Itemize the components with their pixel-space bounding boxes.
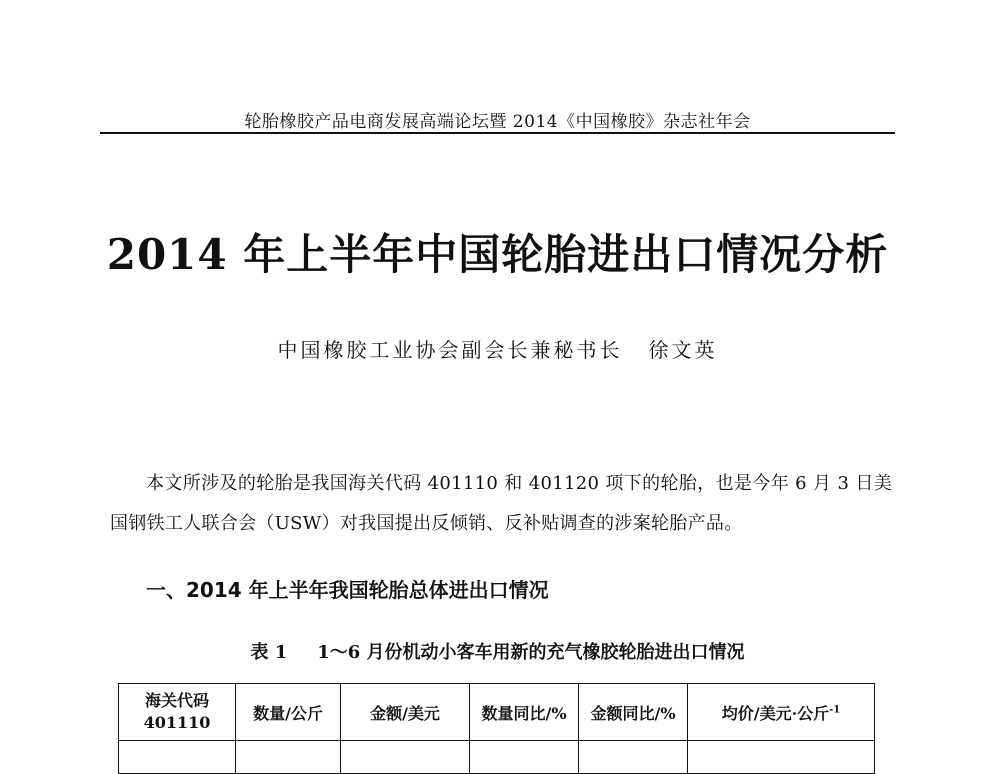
table-cell — [579, 741, 688, 774]
document-title: 2014 年上半年中国轮胎进出口情况分析 — [106, 230, 889, 279]
header-unit-price-exponent: -1 — [829, 704, 841, 716]
author-line — [100, 334, 895, 363]
table-caption-text: 1～6 月份机动小客车用新的充气橡胶轮胎进出口情况 — [317, 642, 745, 663]
import-export-table — [118, 683, 875, 774]
author-name: 徐文英 — [648, 338, 718, 362]
table-caption-number: 表 1 — [250, 642, 288, 663]
header-customs-code — [119, 684, 236, 741]
header-quantity-yoy: 数量同比/% — [470, 684, 579, 741]
table-row — [119, 741, 875, 774]
table-cell — [688, 741, 875, 774]
running-header: 轮胎橡胶产品电商发展高端论坛暨 2014《中国橡胶》杂志社年会 — [244, 112, 751, 132]
section-heading: 一、2014 年上半年我国轮胎总体进出口情况 — [146, 578, 549, 602]
table-cell — [470, 741, 579, 774]
header-unit-price — [688, 684, 875, 741]
table-cell — [236, 741, 341, 774]
header-amount: 金额/美元 — [341, 684, 470, 741]
header-customs-code-value: 401110 — [143, 713, 211, 732]
header-unit-price-label: 均价/美元·公斤 — [721, 703, 830, 723]
table-cell — [119, 741, 236, 774]
table-cell — [341, 741, 470, 774]
header-rule — [100, 132, 895, 134]
table-header-row — [119, 684, 875, 741]
header-quantity: 数量/公斤 — [236, 684, 341, 741]
table-caption — [100, 638, 895, 664]
header-customs-code-label: 海关代码 — [144, 691, 209, 710]
intro-paragraph: 本文所涉及的轮胎是我国海关代码 401110 和 401120 项下的轮胎，也是今年 6 月 3 日美国钢铁工人联合会（USW）对我国提出反倾销、反补贴调查的涉案轮胎产品。 — [110, 473, 892, 534]
header-amount-yoy: 金额同比/% — [579, 684, 688, 741]
author-affiliation: 中国橡胶工业协会副会长兼秘书长 — [277, 338, 623, 362]
